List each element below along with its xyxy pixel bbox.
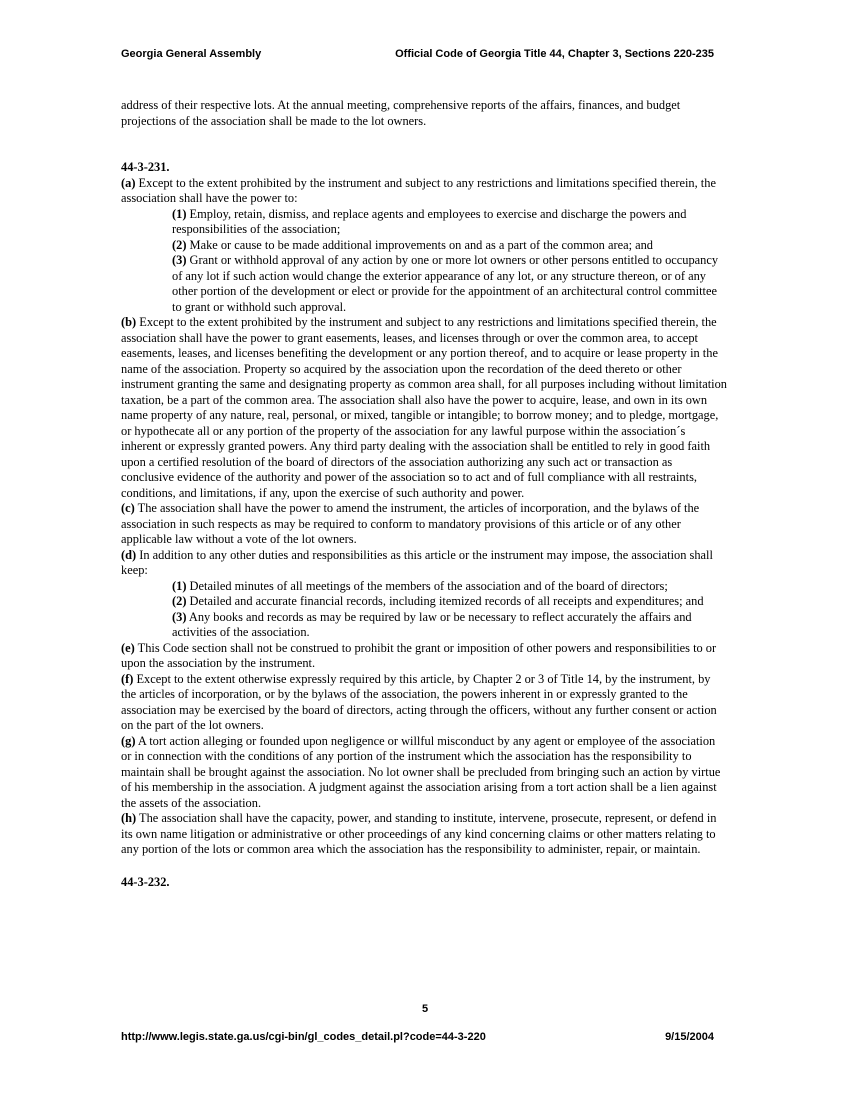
item-text: Grant or withhold approval of any action by one or more lot owners or other persons entitled to occupancy of any lot if such action would change the exterior appearance of any lot, or any structure thereon, or of any other portion of the development or elect or provide for the appointment of an architectural control committee to grant or withhold such approval. bbox=[172, 253, 719, 314]
subsection-text: The association shall have the power to amend the instrument, the articles of incorporation, and the bylaws of the association in such respects as may be required to conform to mandatory provisions of this article or of any other applicable law without a vote of the lot owners. bbox=[121, 501, 700, 546]
subsection-f bbox=[121, 672, 727, 734]
item-label: (3) bbox=[172, 609, 187, 624]
subsection-label: (h) bbox=[121, 811, 137, 825]
subsection-text: This Code section shall not be construed to prohibit the grant or imposition of other powers and responsibilities to or upon the association by the instrument. bbox=[121, 640, 717, 670]
item-label: (2) bbox=[172, 594, 187, 608]
subsection-label: (c) bbox=[121, 501, 135, 515]
section-title: 44-3-231. bbox=[121, 160, 170, 174]
list-item bbox=[121, 238, 727, 254]
subsection-label: (b) bbox=[121, 315, 137, 329]
header-right: Official Code of Georgia Title 44, Chapter 3, Sections 220-235 bbox=[395, 48, 714, 60]
page-number: 5 bbox=[421, 1003, 429, 1015]
subsection-text: Except to the extent prohibited by the instrument and subject to any restrictions and limitations specified therein, the association shall have the power to: bbox=[121, 175, 716, 205]
spacer bbox=[121, 129, 727, 160]
item-text: Employ, retain, dismiss, and replace agents and employees to exercise and discharge the powers and responsibilities of the association; bbox=[172, 206, 687, 236]
item-text: Detailed and accurate financial records, including itemized records of all receipts and expenditures; and bbox=[186, 594, 704, 608]
subsection-label: (a) bbox=[121, 175, 136, 190]
next-section-title: 44-3-232. bbox=[121, 874, 170, 889]
subsection-label: (d) bbox=[121, 547, 137, 562]
page-footer bbox=[121, 1031, 714, 1043]
item-label: (2) bbox=[172, 237, 187, 252]
subsection-text: In addition to any other duties and responsibilities as this article or the instrument may impose, the association shall keep: bbox=[121, 547, 713, 577]
item-text: Detailed minutes of all meetings of the members of the association and of the board of directors; bbox=[186, 578, 668, 593]
spacer bbox=[121, 858, 727, 875]
subsection-g bbox=[121, 734, 727, 812]
subsection-label: (e) bbox=[121, 640, 135, 655]
header-left: Georgia General Assembly bbox=[121, 48, 262, 60]
item-text: Make or cause to be made additional improvements on and as a part of the common area; and bbox=[186, 237, 654, 252]
list-item bbox=[121, 579, 727, 595]
list-item bbox=[121, 207, 727, 238]
item-label: (1) bbox=[172, 578, 187, 593]
list-item bbox=[121, 253, 727, 315]
subsection-c bbox=[121, 501, 727, 548]
subsection-h bbox=[121, 811, 727, 858]
document-body bbox=[121, 98, 727, 890]
subsection-label: (g) bbox=[121, 733, 136, 748]
intro-paragraph: address of their respective lots. At the annual meeting, comprehensive reports of the affairs, finances, and budget projections of the association shall be made to the lot owners. bbox=[121, 98, 681, 128]
page-header bbox=[121, 47, 714, 61]
subsection-label: (f) bbox=[121, 671, 134, 686]
subsection-text: Except to the extent otherwise expressly required by this article, by Chapter 2 or 3 of Title 14, by the instrument, by the articles of incorporation, or by the bylaws of the association, the powers inherent in or expressly granted to the association may be exercised by the board of directors, acting through the officers, without any further consent or action on the part of the lot owners. bbox=[121, 671, 717, 732]
subsection-d bbox=[121, 548, 727, 579]
list-item bbox=[121, 610, 727, 641]
subsection-text: Except to the extent prohibited by the instrument and subject to any restrictions and limitations specified therein, the association shall have the power to grant easements, leases, and licenses through or over the common area, to accept easements, leases, and licenses benefiting the development or any portion thereof, and to acquire or lease property in the name of the association. Property so acquired by the association upon the recordation of the deed thereto or other instrument granting the same and designating property as common area shall, for all purposes including without limitation taxation, be a part of the common area. The association shall also have the power to acquire, lease, and own in its own name property of any nature, real, personal, or mixed, tangible or intangible; to borrow money; and to pledge, mortgage, or hypothecate all or any portion of the property of the association for any lawful purpose within the association´s inherent or expressly granted powers. Any third party dealing with the association shall be entitled to rely in good faith upon a certified resolution of the board of directors of the association authorizing any such act or transaction as conclusive evidence of the authority and power of the association so to act and of full compliance with all restraints, conditions, and limitations, if any, upon the exercise of such authority and power. bbox=[121, 315, 727, 500]
item-label: (3) bbox=[172, 253, 187, 267]
subsection-a bbox=[121, 176, 727, 207]
subsection-b bbox=[121, 315, 727, 501]
footer-url: http://www.legis.state.ga.us/cgi-bin/gl_codes_detail.pl?code=44-3-220 bbox=[121, 1031, 486, 1043]
subsection-text: The association shall have the capacity, power, and standing to institute, intervene, prosecute, represent, or defend in its own name litigation or administrative or other proceedings of any kind concerning claims or other matters relating to any portion of the lots or common area which the association has the responsibility to administer, repair, or maintain. bbox=[121, 811, 717, 856]
item-text: Any books and records as may be required by law or be necessary to reflect accurately the affairs and activities of the association. bbox=[172, 609, 692, 639]
subsection-text: A tort action alleging or founded upon negligence or willful misconduct by any agent or employee of the association or in connection with the conditions of any portion of the instrument which the association has the responsibility to maintain shall be brought against the association. No lot owner shall be precluded from bringing such an action by virtue of his membership in the association. A judgment against the association arising from a tort action shall be a lien against the assets of the association. bbox=[121, 733, 721, 810]
footer-date: 9/15/2004 bbox=[665, 1031, 714, 1043]
subsection-e bbox=[121, 641, 727, 672]
list-item bbox=[121, 594, 727, 610]
item-label: (1) bbox=[172, 206, 187, 221]
